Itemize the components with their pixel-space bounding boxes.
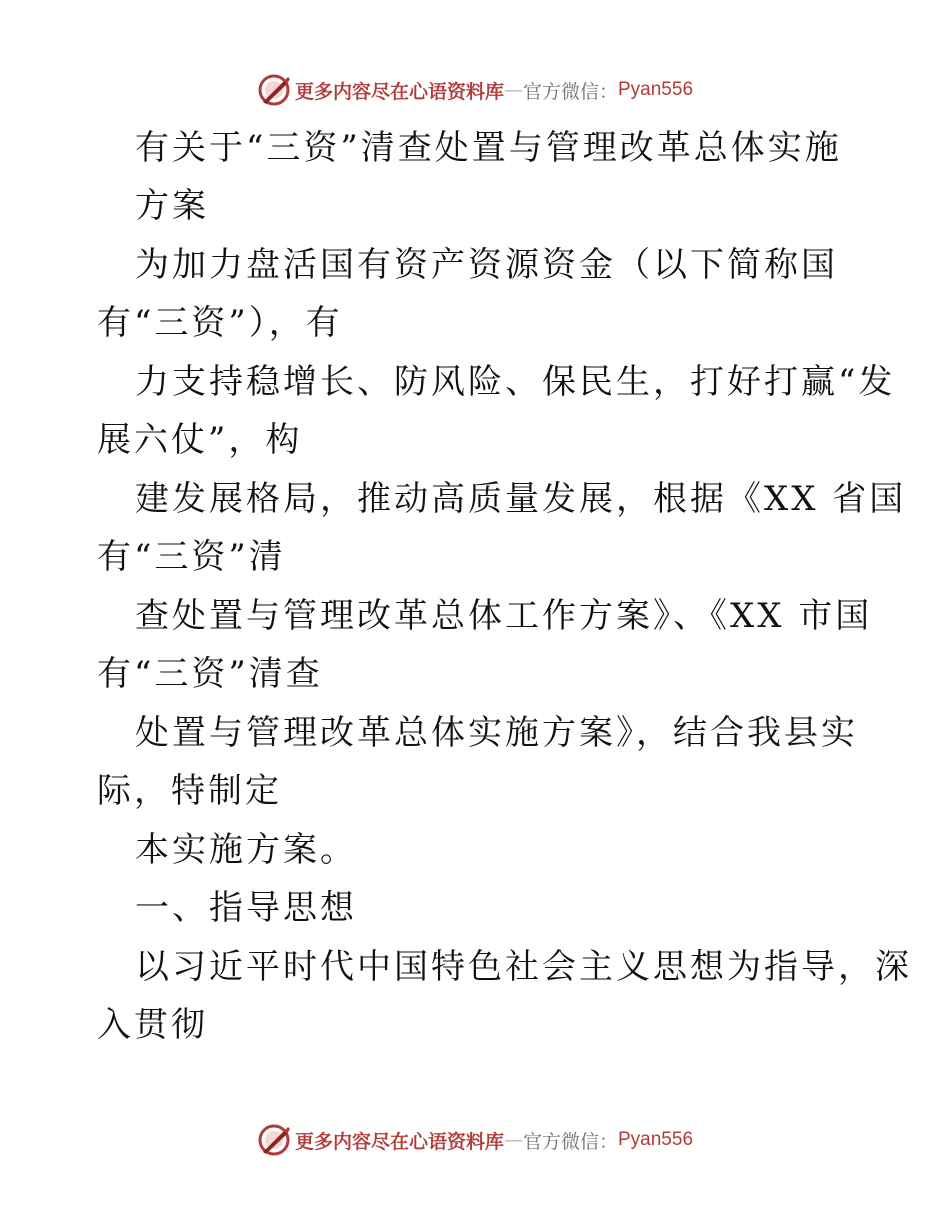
- doc-line: 有“三资”清查: [97, 654, 323, 694]
- quill-pen-logo-icon: [257, 1123, 291, 1157]
- doc-line: 有“三资”），有: [97, 303, 343, 343]
- doc-line: 查处置与管理改革总体工作方案》、《XX 市国: [135, 596, 873, 636]
- quill-pen-logo-icon: [257, 73, 291, 107]
- banner-wechat-id: Pyan556: [618, 79, 694, 100]
- section-heading: 一、指导思想: [135, 888, 357, 928]
- banner-wechat-label: 官方微信：: [522, 80, 618, 103]
- doc-line: 力支持稳增长、防风险、保民生，打好打赢“发: [135, 362, 896, 402]
- doc-line: 为加力盘活国有资产资源资金（以下简称国: [135, 245, 838, 285]
- doc-line: 处置与管理改革总体实施方案》，结合我县实: [135, 713, 858, 753]
- doc-line: 建发展格局，推动高质量发展，根据《XX 省国: [135, 479, 907, 519]
- banner-wechat-id: Pyan556: [618, 1129, 694, 1150]
- doc-line: 展六仗”，构: [97, 420, 303, 460]
- banner-dash: —: [503, 1129, 523, 1151]
- banner-dash: —: [503, 79, 523, 101]
- doc-line: 际，特制定: [97, 771, 282, 811]
- doc-line: 以习近平时代中国特色社会主义思想为指导，深: [135, 947, 912, 987]
- doc-line: 有“三资”清: [97, 537, 286, 577]
- banner-main-text: 更多内容尽在心语资料库: [294, 80, 504, 103]
- footer-watermark-banner: [0, 1120, 950, 1160]
- doc-title-line-1: 有关于“三资”清查处置与管理改革总体实施: [135, 128, 842, 168]
- doc-line: 入贯彻: [97, 1005, 208, 1045]
- doc-title-line-2: 方案: [135, 186, 209, 226]
- header-watermark-banner: [0, 70, 950, 110]
- banner-wechat-label: 官方微信：: [522, 1130, 618, 1153]
- doc-line: 本实施方案。: [135, 830, 357, 870]
- banner-main-text: 更多内容尽在心语资料库: [294, 1130, 504, 1153]
